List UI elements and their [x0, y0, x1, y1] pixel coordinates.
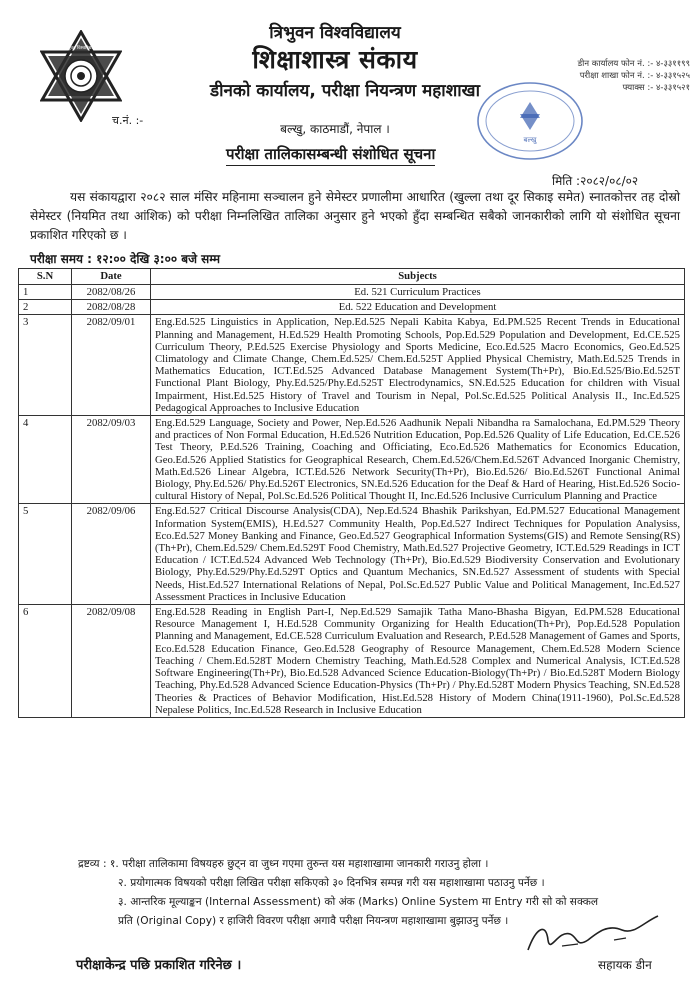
note-2: २. प्रयोगात्मक विषयको परीक्षा लिखित परीक्षा सकिएको ३० दिनभित्र सम्पन्न गरी यस महाशाखामा पठाउनु पर्नेछ । — [118, 877, 545, 889]
table-row — [19, 504, 685, 605]
row-date: 2082/09/01 — [72, 315, 151, 416]
row-sn: 1 — [19, 285, 72, 300]
table-row — [19, 285, 685, 300]
row-subjects: Eng.Ed.529 Language, Society and Power, Nep.Ed.526 Aadhunik Nepali Nibandha ra Samalochana, Ed.PM.529 Theory and practices of Non Formal Education, H.Ed.526 Nutrition Education, Pop.Ed.526 Quality of Life Education, Ed.CE.526 Test Theory, P.Ed.526 Training, Coaching and Officiating, Eco.Ed.526 Mathematics for Economics Education, Geo.Ed.526 Applied Statistics for Geographical Research, Chem.Ed.526/Chem.Ed.526T Advanced Inorganic Chemistry, Math.Ed.526 Linear Algebra, ICT.Ed.526 Network Security(Th+Pr), Bio.Ed.526/ Bio.Ed.526T Functional Animal Biology, Phy.Ed.526/ Phy.Ed.526T Electronics, SN.Ed.526 Education for the Deaf & Hard of Hearing, Hist.Ed.526 Socio-cultural History of Nepal, Pol.Sc.Ed.526 Political Thought II, Inc.Ed.526 Inclusive Curriculum Planning and Practice — [151, 416, 685, 504]
row-date: 2082/09/03 — [72, 416, 151, 504]
row-sn: 6 — [19, 605, 72, 718]
svg-text:त्रिभुवन विश्वविद्यालय: त्रिभुवन विश्वविद्यालय — [63, 46, 99, 51]
reference-number-label: च.नं. :- — [112, 114, 144, 127]
row-date: 2082/09/06 — [72, 504, 151, 605]
row-sn: 2 — [19, 300, 72, 315]
table-row — [19, 300, 685, 315]
table-row — [19, 416, 685, 504]
table-row — [19, 315, 685, 416]
fax-number: फ्याक्स :- ४-३३१५२१ — [622, 83, 690, 93]
faculty-name: शिक्षाशास्त्र संकाय — [252, 45, 418, 74]
row-date: 2082/09/08 — [72, 605, 151, 718]
office-name: डीनको कार्यालय, परीक्षा नियन्त्रण महाशाखा — [209, 81, 480, 101]
signature-icon — [518, 910, 668, 960]
intro-paragraph: यस संकायद्वारा २०८२ साल मंसिर महिनामा सञ्चालन हुने सेमेस्टर प्रणालीमा आधारित (खुल्ला तथा दूर सिकाइ समेत) स्नातकोत्तर तह दोस्रो सेमेस्टर (नियमित तथा आंशिक) को परीक्षा निम्नलिखित तालिका अनुसार हुने भएको हुँदा सम्बन्धित सबैको जानकारीको लागि यो संशोधित सूचना प्रकाशित गरिएको छ । — [30, 190, 680, 242]
notice-date: मिति :२०८२/०८/०२ — [552, 174, 639, 188]
row-subjects: Eng.Ed.528 Reading in English Part-I, Nep.Ed.529 Samajik Tatha Mano-Bhasha Bigyan, Ed.PM.528 Educational Resource Management I, H.Ed.528 Community Organizing for Health Education(Th+Pr), Pop.Ed.528 Population Planning and Management, Ed.CE.528 Curriculum Evaluation and Research, P.Ed.528 Management of Games and Sports, Eco.Ed.528 Education Finance, Geo.Ed.528 Geography of Resource Management, Chem.Ed.528 Modern Science Teaching / Chem.Ed.528T Modern Chemistry Teaching, Math.Ed.528 Complex and Numerical Analysis, ICT.Ed.528 Software Engineering(Th+Pr), Bio.Ed.528 Advanced Science Education-Biology(Th+Pr) / Bio.Ed.528T Modern Biology Teaching, Phy.Ed.528 Advanced Science Education-Physics (Th+Pr) / Phy.Ed.528T Modern Physics Teaching, SN.Ed.528 Theories & Practices of Behavior Modification, Hist.Ed.528 History of Modern China(1911-1960), Pol.Sc.Ed.528 Nepalese Politics, Inc.Ed.528 Research in Inclusive Education — [151, 605, 685, 718]
table-header-row — [19, 269, 685, 285]
exam-time: परीक्षा समय : १२:०० देखि ३:०० बजे सम्म — [30, 252, 221, 266]
row-sn: 4 — [19, 416, 72, 504]
row-date: 2082/08/28 — [72, 300, 151, 315]
row-subjects: Ed. 522 Education and Development — [151, 300, 685, 315]
table-row — [19, 605, 685, 718]
phone-dean-office: डीन कार्यालय फोन नं. :- ४-३३११९९ — [577, 59, 690, 69]
university-name: त्रिभुवन विश्वविद्यालय — [269, 23, 401, 43]
row-sn: 5 — [19, 504, 72, 605]
note-3: ३. आन्तरिक मूल्याङ्कन (Internal Assessment) को अंक (Marks) Online System मा Entry गरी सो को सक्कल — [118, 896, 599, 908]
row-date: 2082/08/26 — [72, 285, 151, 300]
header-date: Date — [72, 269, 151, 285]
signatory-title: सहायक डीन — [598, 958, 652, 972]
office-stamp-icon — [474, 78, 586, 164]
row-subjects: Ed. 521 Curriculum Practices — [151, 285, 685, 300]
footer-note: परीक्षाकेन्द्र पछि प्रकाशित गरिनेछ । — [76, 958, 242, 973]
notice-title: परीक्षा तालिकासम्बन्धी संशोधित सूचना — [226, 144, 435, 166]
note-1: द्रष्टव्य : १. परीक्षा तालिकामा विषयहरु छुट्न वा जुध्न गएमा तुरुन्त यस महाशाखामा जानकारी गराउनु होला । — [78, 858, 489, 870]
office-address: बल्खु, काठमाडौं, नेपाल । — [280, 122, 390, 136]
svg-text:बल्खु: बल्खु — [523, 136, 537, 144]
row-subjects: Eng.Ed.527 Critical Discourse Analysis(CDA), Nep.Ed.524 Bhashik Parikshyan, Ed.PM.527 Educational Management Information System(EMIS), H.Ed.527 Community Health, Pop.Ed.527 Indirect Techniques for Population Analysiss, Eco.Ed.527 Money Banking and Finance, Geo.Ed.527 Geographical Information Systems(GIS) and Remote Sensing(RS) (Th+Pr), Chem.Ed.529/ Chem.Ed.529T Food Chemistry, Math.Ed.527 Projective Geometry, ICT.Ed.529 Readings in ICT Education / ICT.Ed.524 Advanced Web Technology (Th+Pr), Bio.Ed.529 Biodiversity Conservation and Evolutionary Biology, Phy.Ed.529/Phy.Ed.529T Optics and Quantum Mechanics, SN.Ed.527 Assessment of students with Special Needs, Hist.Ed.527 International Relations of Nepal, Pol.Sc.Ed.527 Public Value and Political Management, Inc.Ed.527 Assessment Practices in Inclusive Education — [151, 504, 685, 605]
row-sn: 3 — [19, 315, 72, 416]
university-logo-icon — [40, 30, 122, 122]
phone-exam-section: परीक्षा शाखा फोन नं. :- ४-३३१५२५ — [579, 71, 690, 81]
exam-schedule-table — [18, 268, 685, 718]
header-sn: S.N — [19, 269, 72, 285]
row-subjects: Eng.Ed.525 Linguistics in Application, Nep.Ed.525 Nepali Kabita Kabya, Ed.PM.525 Recent Trends in Educational Planning and Management, H.Ed.529 Health Promoting Schools, Pop.Ed.529 Population and Development, Ed.CE.525 Curriculum Theory, P.Ed.525 Exercise Physiology and Sports Medicine, Eco.Ed.525 Macro Economics, Geo.Ed.525 Climatology and Climate Change, Chem.Ed.525/ Chem.Ed.525T Applied Physical Chemistry, Math.Ed.525 Trends in Mathematics Education, ICT.Ed.525 Advanced Database Management System(Th+Pr), Bio.Ed.525/Bio.Ed.525T Functional Plant Biology, Phy.Ed.525/Phy.Ed.525T Electrodynamics, SN.Ed.525 Education for children with Visual Impairment, Hist.Ed.525 History of Travel and Tourism in Nepal, Pol.Sc.Ed.525 Political Analysis II., Inc.Ed.525 Pedagogical Approaches to Inclusive Education — [151, 315, 685, 416]
note-3-continued: प्रति (Original Copy) र हाजिरी विवरण परीक्षा अगावै परीक्षा नियन्त्रण महाशाखामा बुझाउनु पर्नेछ । — [118, 915, 509, 927]
header-subjects: Subjects — [151, 269, 685, 285]
